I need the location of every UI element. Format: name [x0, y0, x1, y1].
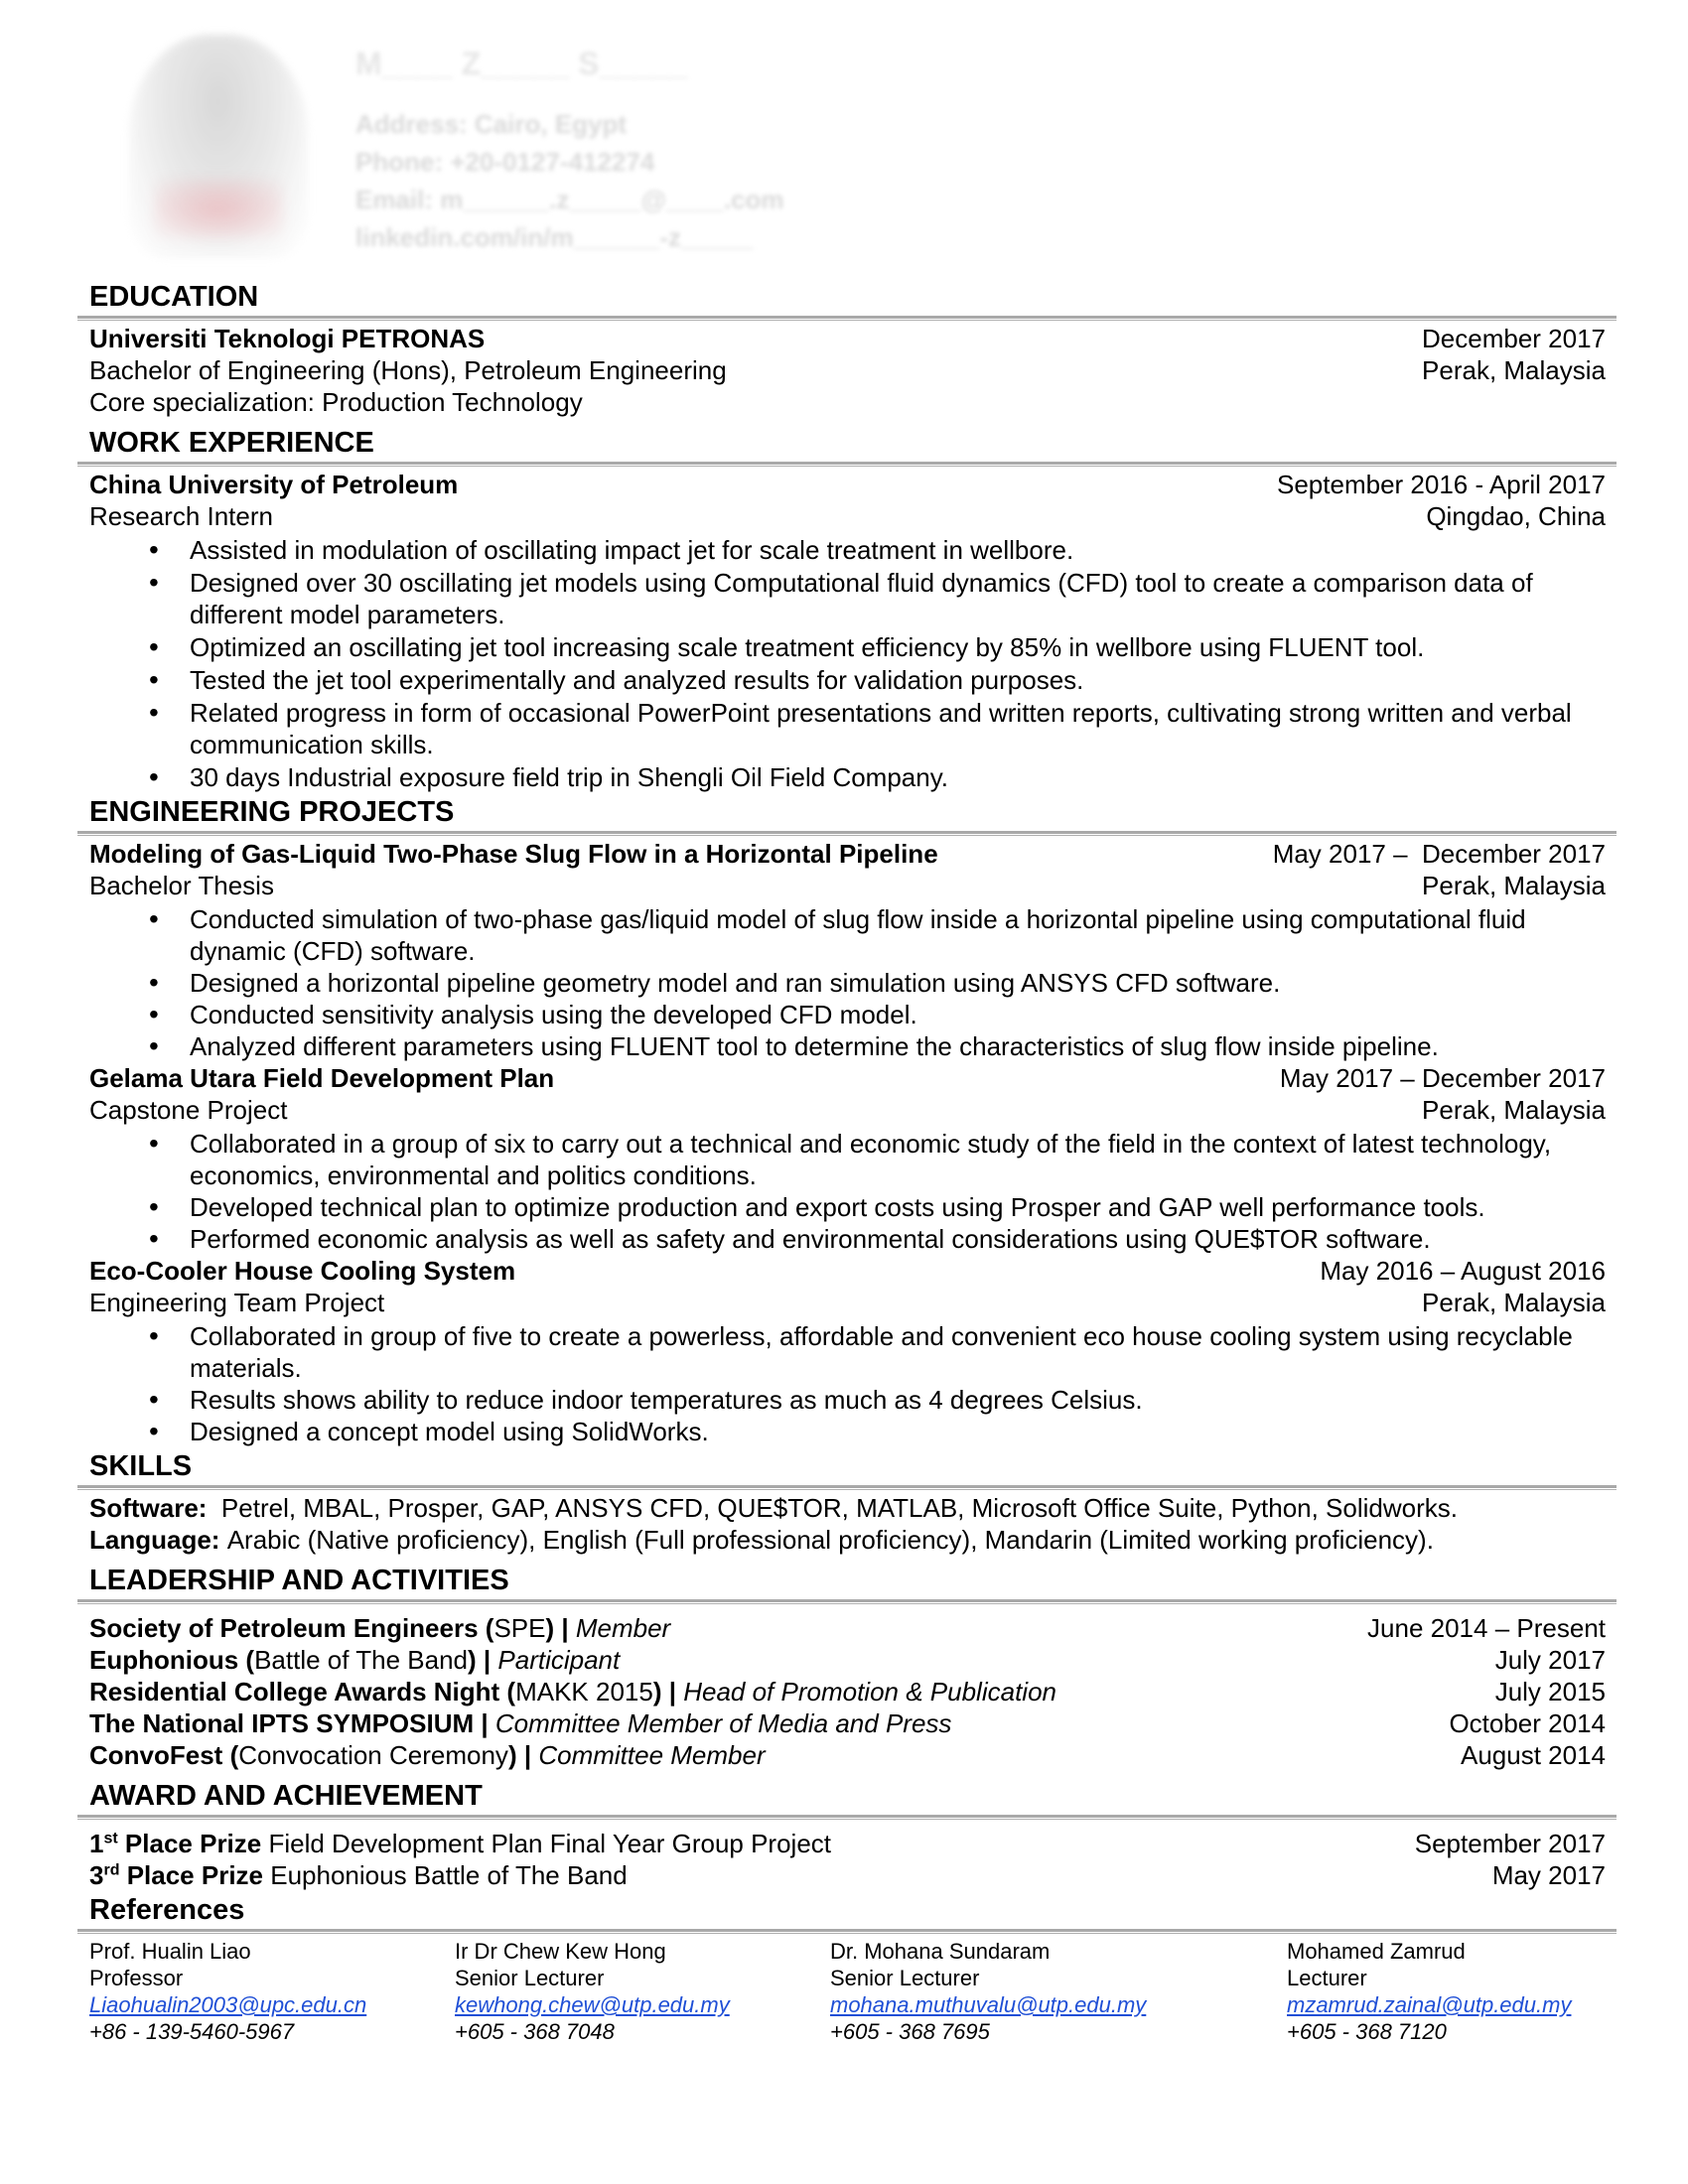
activity-org: Residential College Awards Night (	[89, 1677, 516, 1706]
contact-address: Address: Cairo, Egypt	[355, 109, 628, 139]
section-title-leadership: LEADERSHIP AND ACTIVITIES	[89, 1565, 509, 1596]
activity-sep: ) |	[507, 1740, 539, 1770]
list-item: • 30 days Industrial exposure field trip in Shengli Oil Field Company.	[89, 761, 1617, 793]
contact-email[interactable]: Email: m______.z_____@____.com	[355, 185, 784, 214]
education-specialization: Core specialization: Production Technology	[89, 387, 583, 417]
list-item: • Collaborated in a group of six to carry out a technical and economic study of the field in the context of latest technology, economics, environmental and politics conditions.	[89, 1128, 1617, 1191]
list-item: • Designed a horizontal pipeline geometry model and ran simulation using ANSYS CFD software.	[89, 967, 1617, 999]
award-label: Place Prize	[119, 1860, 264, 1890]
activity-org: The National IPTS SYMPOSIUM |	[89, 1708, 495, 1738]
section-divider	[77, 316, 1617, 321]
work-role: Research Intern	[89, 501, 273, 531]
award-date: May 2017	[1491, 1860, 1606, 1890]
reference-card	[1287, 1938, 1605, 2045]
work-bullets	[77, 534, 1617, 793]
education-school: Universiti Teknologi PETRONAS	[89, 324, 486, 353]
reference-title: Lecturer	[1287, 1966, 1367, 1990]
activity-role: Member	[575, 1613, 671, 1643]
activity-org: Euphonious (	[89, 1645, 255, 1675]
award-rank-suffix: rd	[103, 1861, 120, 1879]
project-location: Perak, Malaysia	[1422, 871, 1606, 900]
list-item: • Designed a concept model using SolidWorks.	[89, 1416, 1617, 1447]
project-type: Capstone Project	[89, 1095, 288, 1125]
activity-date: July 2017	[1494, 1645, 1606, 1675]
list-item: • Optimized an oscillating jet tool increasing scale treatment efficiency by 85% in wellbore using FLUENT tool.	[89, 631, 1617, 663]
reference-email-link[interactable]: kewhong.chew@utp.edu.my	[455, 1992, 730, 2017]
reference-name: Ir Dr Chew Kew Hong	[455, 1939, 666, 1964]
award-rank: 3	[89, 1860, 104, 1890]
reference-phone: +605 - 368 7120	[1287, 2019, 1447, 2044]
activity-role: Committee Member	[538, 1740, 766, 1770]
reference-title: Senior Lecturer	[830, 1966, 980, 1990]
activity-detail: MAKK 2015	[515, 1677, 653, 1706]
list-item: • Results shows ability to reduce indoor temperatures as much as 4 degrees Celsius.	[89, 1384, 1617, 1416]
education-date: December 2017	[1422, 324, 1606, 353]
reference-name: Prof. Hualin Liao	[89, 1939, 251, 1964]
section-divider	[77, 462, 1617, 467]
project-name: Modeling of Gas-Liquid Two-Phase Slug Flow in a Horizontal Pipeline	[89, 839, 938, 869]
award-desc: Field Development Plan Final Year Group Project	[261, 1829, 832, 1858]
project-date: May 2016 – August 2016	[1320, 1256, 1606, 1286]
activity-date: October 2014	[1449, 1708, 1606, 1738]
project-date: May 2017 – December 2017	[1272, 839, 1606, 869]
work-org: China University of Petroleum	[89, 470, 459, 499]
activity-sep: ) |	[468, 1645, 498, 1675]
project-type: Bachelor Thesis	[89, 871, 274, 900]
project-date: May 2017 – December 2017	[1279, 1063, 1606, 1093]
award-date: September 2017	[1414, 1829, 1606, 1858]
project-location: Perak, Malaysia	[1422, 1095, 1606, 1125]
contact-linkedin[interactable]: linkedin.com/in/m______-z_____	[355, 222, 754, 252]
candidate-name: M____ Z_____ S_____	[355, 46, 688, 81]
section-title-education: EDUCATION	[89, 281, 259, 313]
reference-email-link[interactable]: Liaohualin2003@upc.edu.cn	[89, 1992, 367, 2017]
reference-email-link[interactable]: mzamrud.zainal@utp.edu.my	[1287, 1992, 1572, 2017]
activity-role: Head of Promotion & Publication	[683, 1677, 1056, 1706]
project-name: Gelama Utara Field Development Plan	[89, 1063, 555, 1093]
list-item: • Collaborated in group of five to create a powerless, affordable and convenient eco house cooling system using recyclable materials.	[89, 1320, 1617, 1384]
list-item: • Developed technical plan to optimize production and export costs using Prosper and GAP well performance tools.	[89, 1191, 1617, 1223]
education-degree: Bachelor of Engineering (Hons), Petroleum Engineering	[89, 355, 727, 385]
list-item: • Tested the jet tool experimentally and analyzed results for validation purposes.	[89, 664, 1617, 696]
award-rank-suffix: st	[103, 1830, 118, 1847]
activity-role: Committee Member of Media and Press	[494, 1708, 952, 1738]
reference-card	[830, 1938, 1287, 2045]
section-title-work: WORK EXPERIENCE	[89, 427, 374, 459]
activity-detail: Battle of The Band	[254, 1645, 468, 1675]
activity-org: Society of Petroleum Engineers (	[89, 1613, 494, 1643]
section-title-skills: SKILLS	[89, 1450, 193, 1482]
activity-sep: ) |	[545, 1613, 576, 1643]
list-item: • Designed over 30 oscillating jet models using Computational fluid dynamics (CFD) tool to create a comparison data of different model parameters.	[89, 567, 1617, 630]
section-title-awards: AWARD AND ACHIEVEMENT	[89, 1780, 483, 1812]
activity-role: Participant	[497, 1645, 621, 1675]
list-item: • Performed economic analysis as well as safety and environmental considerations using QUE$TOR software.	[89, 1223, 1617, 1255]
award-desc: Euphonious Battle of The Band	[263, 1860, 628, 1890]
reference-name: Dr. Mohana Sundaram	[830, 1939, 1051, 1964]
education-location: Perak, Malaysia	[1422, 355, 1606, 385]
section-divider	[77, 831, 1617, 836]
section-title-references: References	[89, 1894, 245, 1926]
skills-language: Arabic (Native proficiency), English (Full professional proficiency), Mandarin (Limited working proficiency).	[226, 1525, 1434, 1555]
section-divider	[77, 1599, 1617, 1604]
activity-detail: Convocation Ceremony	[238, 1740, 508, 1770]
section-divider	[77, 1815, 1617, 1820]
award-label: Place Prize	[117, 1829, 262, 1858]
skills-language-label: Language:	[89, 1525, 220, 1555]
reference-name: Mohamed Zamrud	[1287, 1939, 1466, 1964]
project-location: Perak, Malaysia	[1422, 1288, 1606, 1317]
list-item: • Assisted in modulation of oscillating impact jet for scale treatment in wellbore.	[89, 534, 1617, 566]
project-bullets	[77, 903, 1617, 1062]
project-bullets	[77, 1128, 1617, 1255]
work-date: September 2016 - April 2017	[1277, 470, 1606, 499]
reference-card	[455, 1938, 830, 2045]
list-item: • Related progress in form of occasional PowerPoint presentations and written reports, cultivating strong written and verbal communication skills.	[89, 697, 1617, 760]
section-title-projects: ENGINEERING PROJECTS	[89, 796, 455, 828]
project-type: Engineering Team Project	[89, 1288, 385, 1317]
references-list	[77, 1938, 1617, 2045]
contact-block	[355, 40, 912, 256]
resume-body	[77, 278, 1617, 2045]
project-name: Eco-Cooler House Cooling System	[89, 1256, 516, 1286]
section-divider	[77, 1929, 1617, 1934]
award-rank: 1	[89, 1829, 104, 1858]
reference-email-link[interactable]: mohana.muthuvalu@utp.edu.my	[830, 1992, 1147, 2017]
list-item: • Conducted sensitivity analysis using the developed CFD model.	[89, 999, 1617, 1030]
reference-phone: +605 - 368 7048	[455, 2019, 615, 2044]
reference-title: Professor	[89, 1966, 184, 1990]
section-divider	[77, 1485, 1617, 1490]
contact-phone: Phone: +20-0127-412274	[355, 147, 655, 177]
project-bullets	[77, 1320, 1617, 1447]
skills-software: Petrel, MBAL, Prosper, GAP, ANSYS CFD, QUE$TOR, MATLAB, Microsoft Office Suite, Python, Solidworks.	[220, 1493, 1458, 1523]
list-item: • Analyzed different parameters using FLUENT tool to determine the characteristics of slug flow inside pipeline.	[89, 1030, 1617, 1062]
reference-phone: +605 - 368 7695	[830, 2019, 990, 2044]
reference-title: Senior Lecturer	[455, 1966, 605, 1990]
activity-date: August 2014	[1460, 1740, 1606, 1770]
activity-date: July 2015	[1494, 1677, 1606, 1706]
reference-card	[89, 1938, 455, 2045]
activity-org: ConvoFest (	[89, 1740, 239, 1770]
reference-phone: +86 - 139-5460-5967	[89, 2019, 295, 2044]
activity-date: June 2014 – Present	[1367, 1613, 1606, 1643]
profile-photo-accent	[154, 179, 283, 238]
skills-software-label: Software:	[89, 1493, 208, 1523]
activity-sep: ) |	[652, 1677, 684, 1706]
activity-detail: SPE	[493, 1613, 546, 1643]
list-item: • Conducted simulation of two-phase gas/liquid model of slug flow inside a horizontal pipeline using computational fluid dynamic (CFD) software.	[89, 903, 1617, 967]
work-location: Qingdao, China	[1426, 501, 1606, 531]
